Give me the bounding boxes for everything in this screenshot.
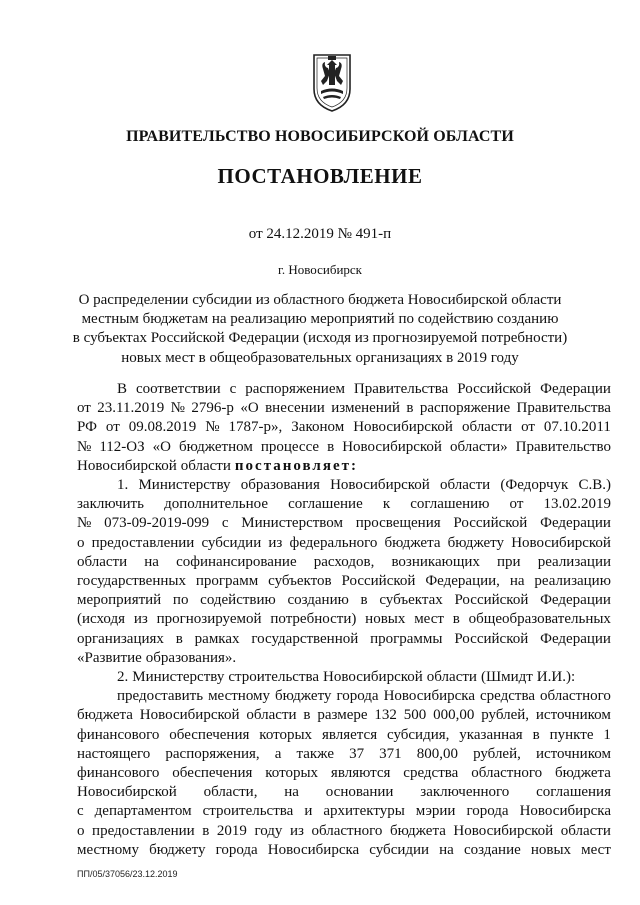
subject-line: О распределении субсидии из областного бюджета Новосибирской области — [78, 292, 562, 308]
body-line: РФ от 09.08.2019 № 1787-р», Законом Новосибирской области от 07.10.2011 — [77, 419, 611, 436]
body-line: о предоставлении в 2019 году из областного бюджета Новосибирской области — [77, 822, 611, 839]
document-type-title: ПОСТАНОВЛЕНИЕ — [217, 164, 423, 188]
body-line: финансового обеспечения которых является субсидия, указанная в пункте 1 — [77, 726, 611, 743]
document-date-number: от 24.12.2019 № 491-п — [248, 226, 392, 242]
body-line: государственных программ субъектов Российской Федерации, на реализацию — [77, 573, 611, 590]
coat-of-arms-emblem — [311, 51, 353, 113]
decree-verb: постановляет — [234, 457, 351, 474]
document-footer-code: ПП/05/37056/23.12.2019 — [77, 869, 178, 879]
body-line: от 23.11.2019 № 2796-р «О внесении изменений в распоряжение Правительства — [77, 400, 611, 417]
body-line: с департаментом строительства и архитектуры мэрии города Новосибирска — [77, 803, 611, 820]
body-line: «Развитие образования». — [77, 649, 237, 666]
body-line: настоящего распоряжения, а также 37 371 800,00 рублей, источником — [77, 745, 611, 762]
body-line: № 073-09-2019-099 с Министерством просвещения Российской Федерации — [77, 515, 611, 532]
subject-line: в субъектах Российской Федерации (исходя из прогнозируемой потребности) — [72, 330, 568, 347]
body-line: (исходя из прогнозируемой потребности) новых мест в общеобразовательных — [77, 611, 611, 628]
body-line: мероприятий по содействию созданию в субъектах Российской Федерации — [77, 592, 611, 609]
body-line: В соответствии с распоряжением Правительства Российской Федерации — [117, 381, 611, 397]
document-subject — [60, 291, 580, 368]
document-city: г. Новосибирск — [277, 262, 362, 277]
body-line: финансового обеспечения которых являются средства областного бюджета — [77, 765, 611, 782]
subject-line: местным бюджетам на реализацию мероприятий по содействию созданию — [81, 311, 559, 328]
organization-name: ПРАВИТЕЛЬСТВО НОВОСИБИРСКОЙ ОБЛАСТИ — [126, 128, 514, 145]
subject-line: новых мест в общеобразовательных организациях в 2019 году — [121, 349, 519, 366]
body-line: заключить дополнительное соглашение к соглашению от 13.02.2019 — [77, 496, 611, 513]
body-line: организациях в рамках государственной программы Российской Федерации — [77, 630, 611, 647]
body-line: Новосибирской области постановляет : — [77, 457, 611, 476]
body-line: местному бюджету города Новосибирска субсидии на создание новых мест — [77, 841, 611, 858]
body-line: Новосибирской области, на основании заключенного соглашения — [77, 784, 611, 801]
body-line: бюджета Новосибирской области в размере 132 500 000,00 рублей, источником — [77, 707, 611, 724]
body-line: 1. Министерству образования Новосибирской области (Федорчук С.В.) — [117, 477, 611, 494]
document-body — [77, 380, 611, 860]
body-line: о предоставлении субсидии из федерального бюджета бюджету Новосибирской — [77, 534, 611, 551]
body-line: № 112-ОЗ «О бюджетном процессе в Новосибирской области» Правительство — [77, 438, 611, 455]
body-line: 2. Министерству строительства Новосибирской области (Шмидт И.И.): — [117, 669, 576, 686]
body-line: области на софинансирование расходов, возникающих при реализации — [77, 553, 611, 570]
body-line: предоставить местному бюджету города Новосибирска средства областного — [117, 688, 611, 705]
